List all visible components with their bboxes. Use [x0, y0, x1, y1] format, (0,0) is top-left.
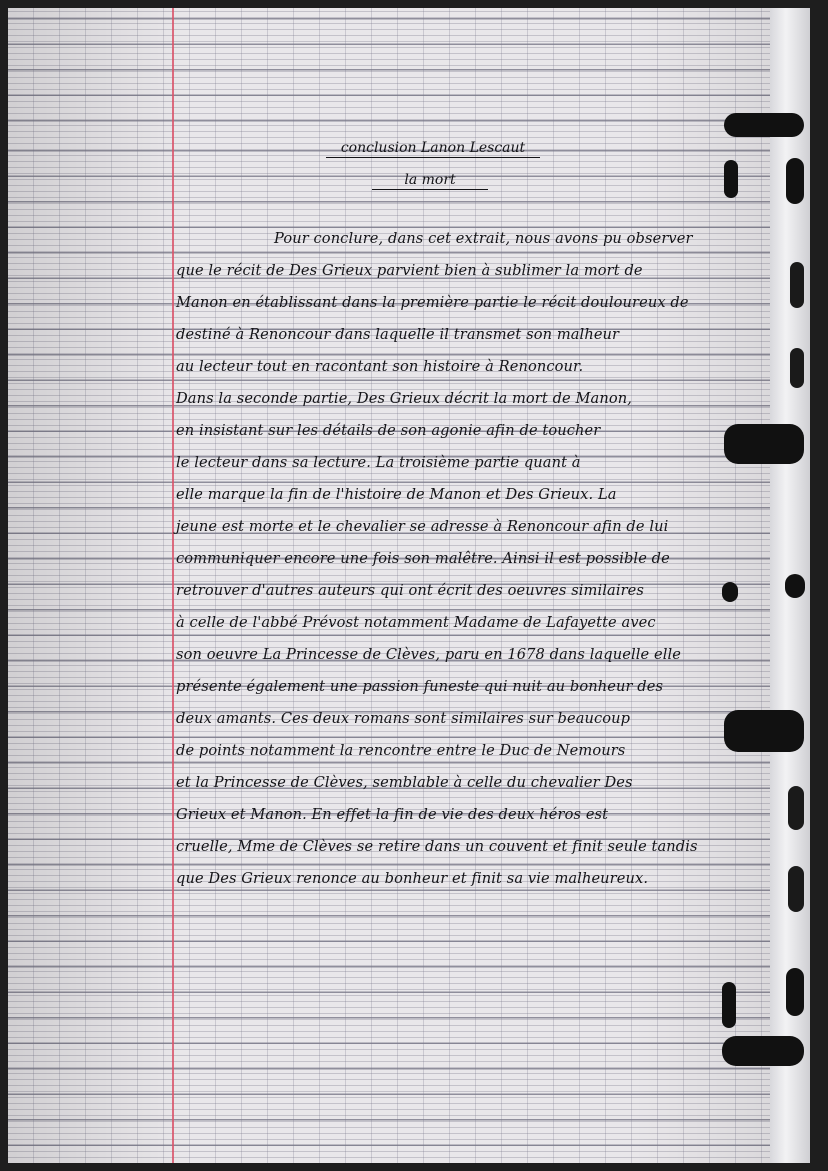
text-line: que le récit de Des Grieux parvient bien à sublimer la mort de	[176, 262, 643, 279]
binder-hole-icon	[724, 160, 738, 198]
text-line: son oeuvre La Princesse de Clèves, paru en 1678 dans laquelle elle	[176, 646, 681, 663]
text-line: le lecteur dans sa lecture. La troisième partie quant à	[176, 454, 581, 471]
text-line: et la Princesse de Clèves, semblable à celle du chevalier Des	[176, 774, 633, 791]
text-line: à celle de l'abbé Prévost notamment Madame de Lafayette avec	[176, 614, 656, 631]
binder-ring-icon	[724, 424, 804, 464]
page-subtitle: la mort	[372, 172, 488, 190]
text-line: de points notamment la rencontre entre le Duc de Nemours	[176, 742, 626, 759]
binder-hole-icon	[790, 262, 804, 308]
text-line: en insistant sur les détails de son agonie afin de toucher	[176, 422, 601, 439]
margin-line	[172, 8, 174, 1163]
binder-hole-icon	[790, 348, 804, 388]
binder-ring-icon	[724, 710, 804, 752]
binder-hole-icon	[785, 574, 805, 598]
binder-hole-icon	[788, 866, 804, 912]
binder-ring-icon	[724, 113, 804, 137]
binder-ring-icon	[722, 1036, 804, 1066]
binder-hole-icon	[788, 786, 804, 830]
text-line: que Des Grieux renonce au bonheur et finit sa vie malheureux.	[176, 870, 649, 887]
text-line: présente également une passion funeste qui nuit au bonheur des	[176, 678, 664, 695]
binder-hole-icon	[786, 158, 804, 204]
text-line: communiquer encore une fois son malêtre. Ainsi il est possible de	[176, 550, 670, 567]
text-line: jeune est morte et le chevalier se adresse à Renoncour afin de lui	[176, 518, 669, 535]
text-line: retrouver d'autres auteurs qui ont écrit des oeuvres similaires	[176, 582, 645, 599]
text-line: elle marque la fin de l'histoire de Manon et Des Grieux. La	[176, 486, 617, 503]
text-line: Manon en établissant dans la première partie le récit douloureux de	[176, 294, 689, 311]
text-line: au lecteur tout en racontant son histoire à Renoncour.	[176, 358, 584, 375]
binder-hole-icon	[722, 582, 738, 602]
text-line: cruelle, Mme de Clèves se retire dans un couvent et finit seule tandis	[176, 838, 698, 855]
text-line: destiné à Renoncour dans laquelle il transmet son malheur	[176, 326, 620, 343]
binder-hole-icon	[722, 982, 736, 1028]
binder-hole-icon	[786, 968, 804, 1016]
page-title: conclusion Lanon Lescaut	[326, 140, 540, 158]
text-line: Pour conclure, dans cet extrait, nous avons pu observer	[274, 230, 693, 247]
text-line: Dans la seconde partie, Des Grieux décrit la mort de Manon,	[176, 390, 632, 407]
text-line: Grieux et Manon. En effet la fin de vie des deux héros est	[176, 806, 609, 823]
text-line: deux amants. Ces deux romans sont similaires sur beaucoup	[176, 710, 631, 727]
